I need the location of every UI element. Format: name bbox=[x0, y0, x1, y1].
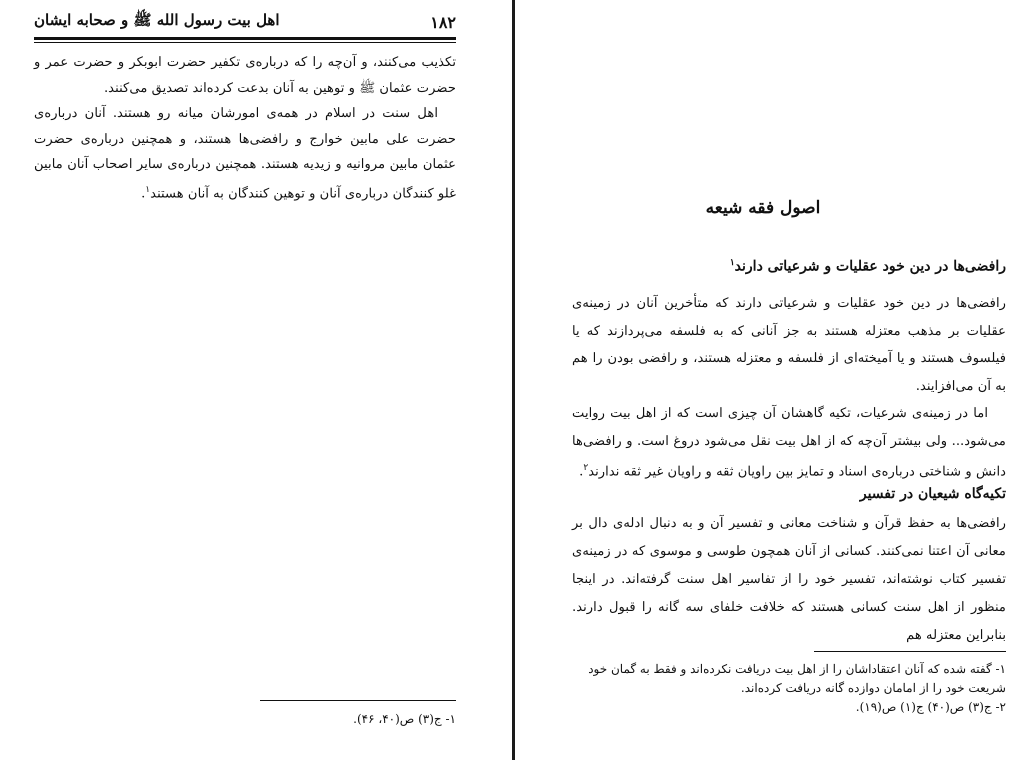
right-paragraph-3: رافضی‌ها به حفظ قرآن و شناخت معانی و تفسیر آن و به دنبال ادله‌ی دال بر معانی آن اعتنا نمی‌کنند. کسانی از آنان همچون طوسی و موسوی که در زمینه‌ی تفسیر کتاب نوشته‌اند، تفسیر خود را از تفاسیر اهل سنت گرفته‌اند. در اینجا منظور از اهل سنت کسانی هستند که خلافت خلفای سه گانه را قبول دارند. بنابراین معتزله هم bbox=[572, 516, 1006, 643]
right-section-1-body bbox=[572, 290, 1006, 486]
running-title: اهل بیت رسول الله ﷺ و صحابه ایشان bbox=[34, 11, 280, 29]
right-footnote-2: ۲- ج(۳) ص(۴۰) ج(۱) ص(۱۹). bbox=[855, 700, 1006, 714]
left-paragraph-2-text: اهل سنت در اسلام در همه‌ی امورشان میانه رو هستند. آنان درباره‌ی حضرت علی مابین خوارج و رافضی‌ها هستند، و همچنین درباره‌ی حضرت عثمان مابین مروانیه و زیدیه هستند. همچنین درباره‌ی سایر اصحاب آنان مابین غلو کنندگان درباره‌ی آنان و توهین کنندگان به آنان هستند bbox=[34, 106, 456, 202]
footnote-rule-left bbox=[260, 700, 456, 701]
page-gutter-divider bbox=[512, 0, 515, 760]
right-footnote-1: ۱- گفته شده که آنان اعتقاداشان را از اهل بیت دریافت نکرده‌اند و فقط به گمان خود شریعت خود را از امامان دوازده گانه دریافت کرده‌اند. bbox=[588, 662, 1006, 695]
section-heading-2: تکیه‌گاه شیعیان در تفسیر bbox=[859, 486, 1006, 502]
right-paragraph-1: رافضی‌ها در دین خود عقلیات و شرعیاتی دارند که متأخرین آنان در زمینه‌ی عقلیات بر مذهب معتزله هستند به جز آنانی که به فلسفه می‌پردازند که یا فیلسوف هستند و یا آمیخته‌ای از فلسفه و معتزله هستند، و رافضی بودن را هم به آن می‌افزایند. bbox=[572, 296, 1006, 394]
section-heading-1 bbox=[572, 258, 1006, 275]
header-rule-thick bbox=[34, 37, 456, 40]
right-paragraph-2: اما در زمینه‌ی شرعیات، تکیه گاهشان آن چیزی است که از اهل بیت روایت می‌شود... ولی بیشتر آن‌چه که از اهل بیت نقل می‌شود دروغ است. و رافضی‌ها دانش و شناختی درباره‌ی اسناد و تمایز بین راویان ثقه و راویان غیر ثقه ندارند$^۲$. bbox=[572, 406, 1006, 480]
left-body-text bbox=[34, 50, 456, 207]
footnote-marker: ۱ bbox=[145, 184, 151, 195]
header-rule-thin bbox=[34, 42, 456, 43]
left-paragraph-2: اهل سنت در اسلام در همه‌ی امورشان میانه رو هستند. آنان درباره‌ی حضرت علی مابین خوارج و رافضی‌ها هستند، و همچنین درباره‌ی حضرت عثمان مابین مروانیه و زیدیه هستند. همچنین درباره‌ی سایر اصحاب آنان مابین غلو کنندگان درباره‌ی آنان و توهین کنندگان به آنان هستند$^۱$. bbox=[34, 106, 456, 202]
section-heading-1-text: رافضی‌ها در دین خود عقلیات و شرعیاتی دارند bbox=[734, 258, 1006, 275]
left-paragraph-1: تکذیب می‌کنند، و آن‌چه را که درباره‌ی تکفیر حضرت ابوبکر و حضرت عمر و حضرت عثمان ﷺ و توهین به آنان بدعت کرده‌اند تصدیق می‌کنند. bbox=[34, 55, 456, 96]
footnote-marker: ۱ bbox=[729, 258, 735, 268]
footnote-rule-right bbox=[814, 651, 1006, 652]
running-header bbox=[34, 10, 456, 34]
page-number: ۱۸۲ bbox=[430, 12, 456, 32]
footnote-marker: ۲ bbox=[583, 463, 589, 473]
right-footnotes bbox=[572, 660, 1006, 717]
right-paragraph-2-text: اما در زمینه‌ی شرعیات، تکیه گاهشان آن چیزی است که از اهل بیت روایت می‌شود... ولی بیشتر آن‌چه که از اهل بیت نقل می‌شود دروغ است. و رافضی‌ها دانش و شناختی درباره‌ی اسناد و تمایز بین راویان ثقه و راویان غیر ثقه ندارند bbox=[572, 406, 1006, 480]
right-section-2-body bbox=[572, 510, 1006, 650]
chapter-title: اصول فقه شیعه bbox=[705, 198, 821, 218]
left-footnote: ۱- ج(۳) ص(۴۰، ۴۶). bbox=[353, 712, 456, 726]
